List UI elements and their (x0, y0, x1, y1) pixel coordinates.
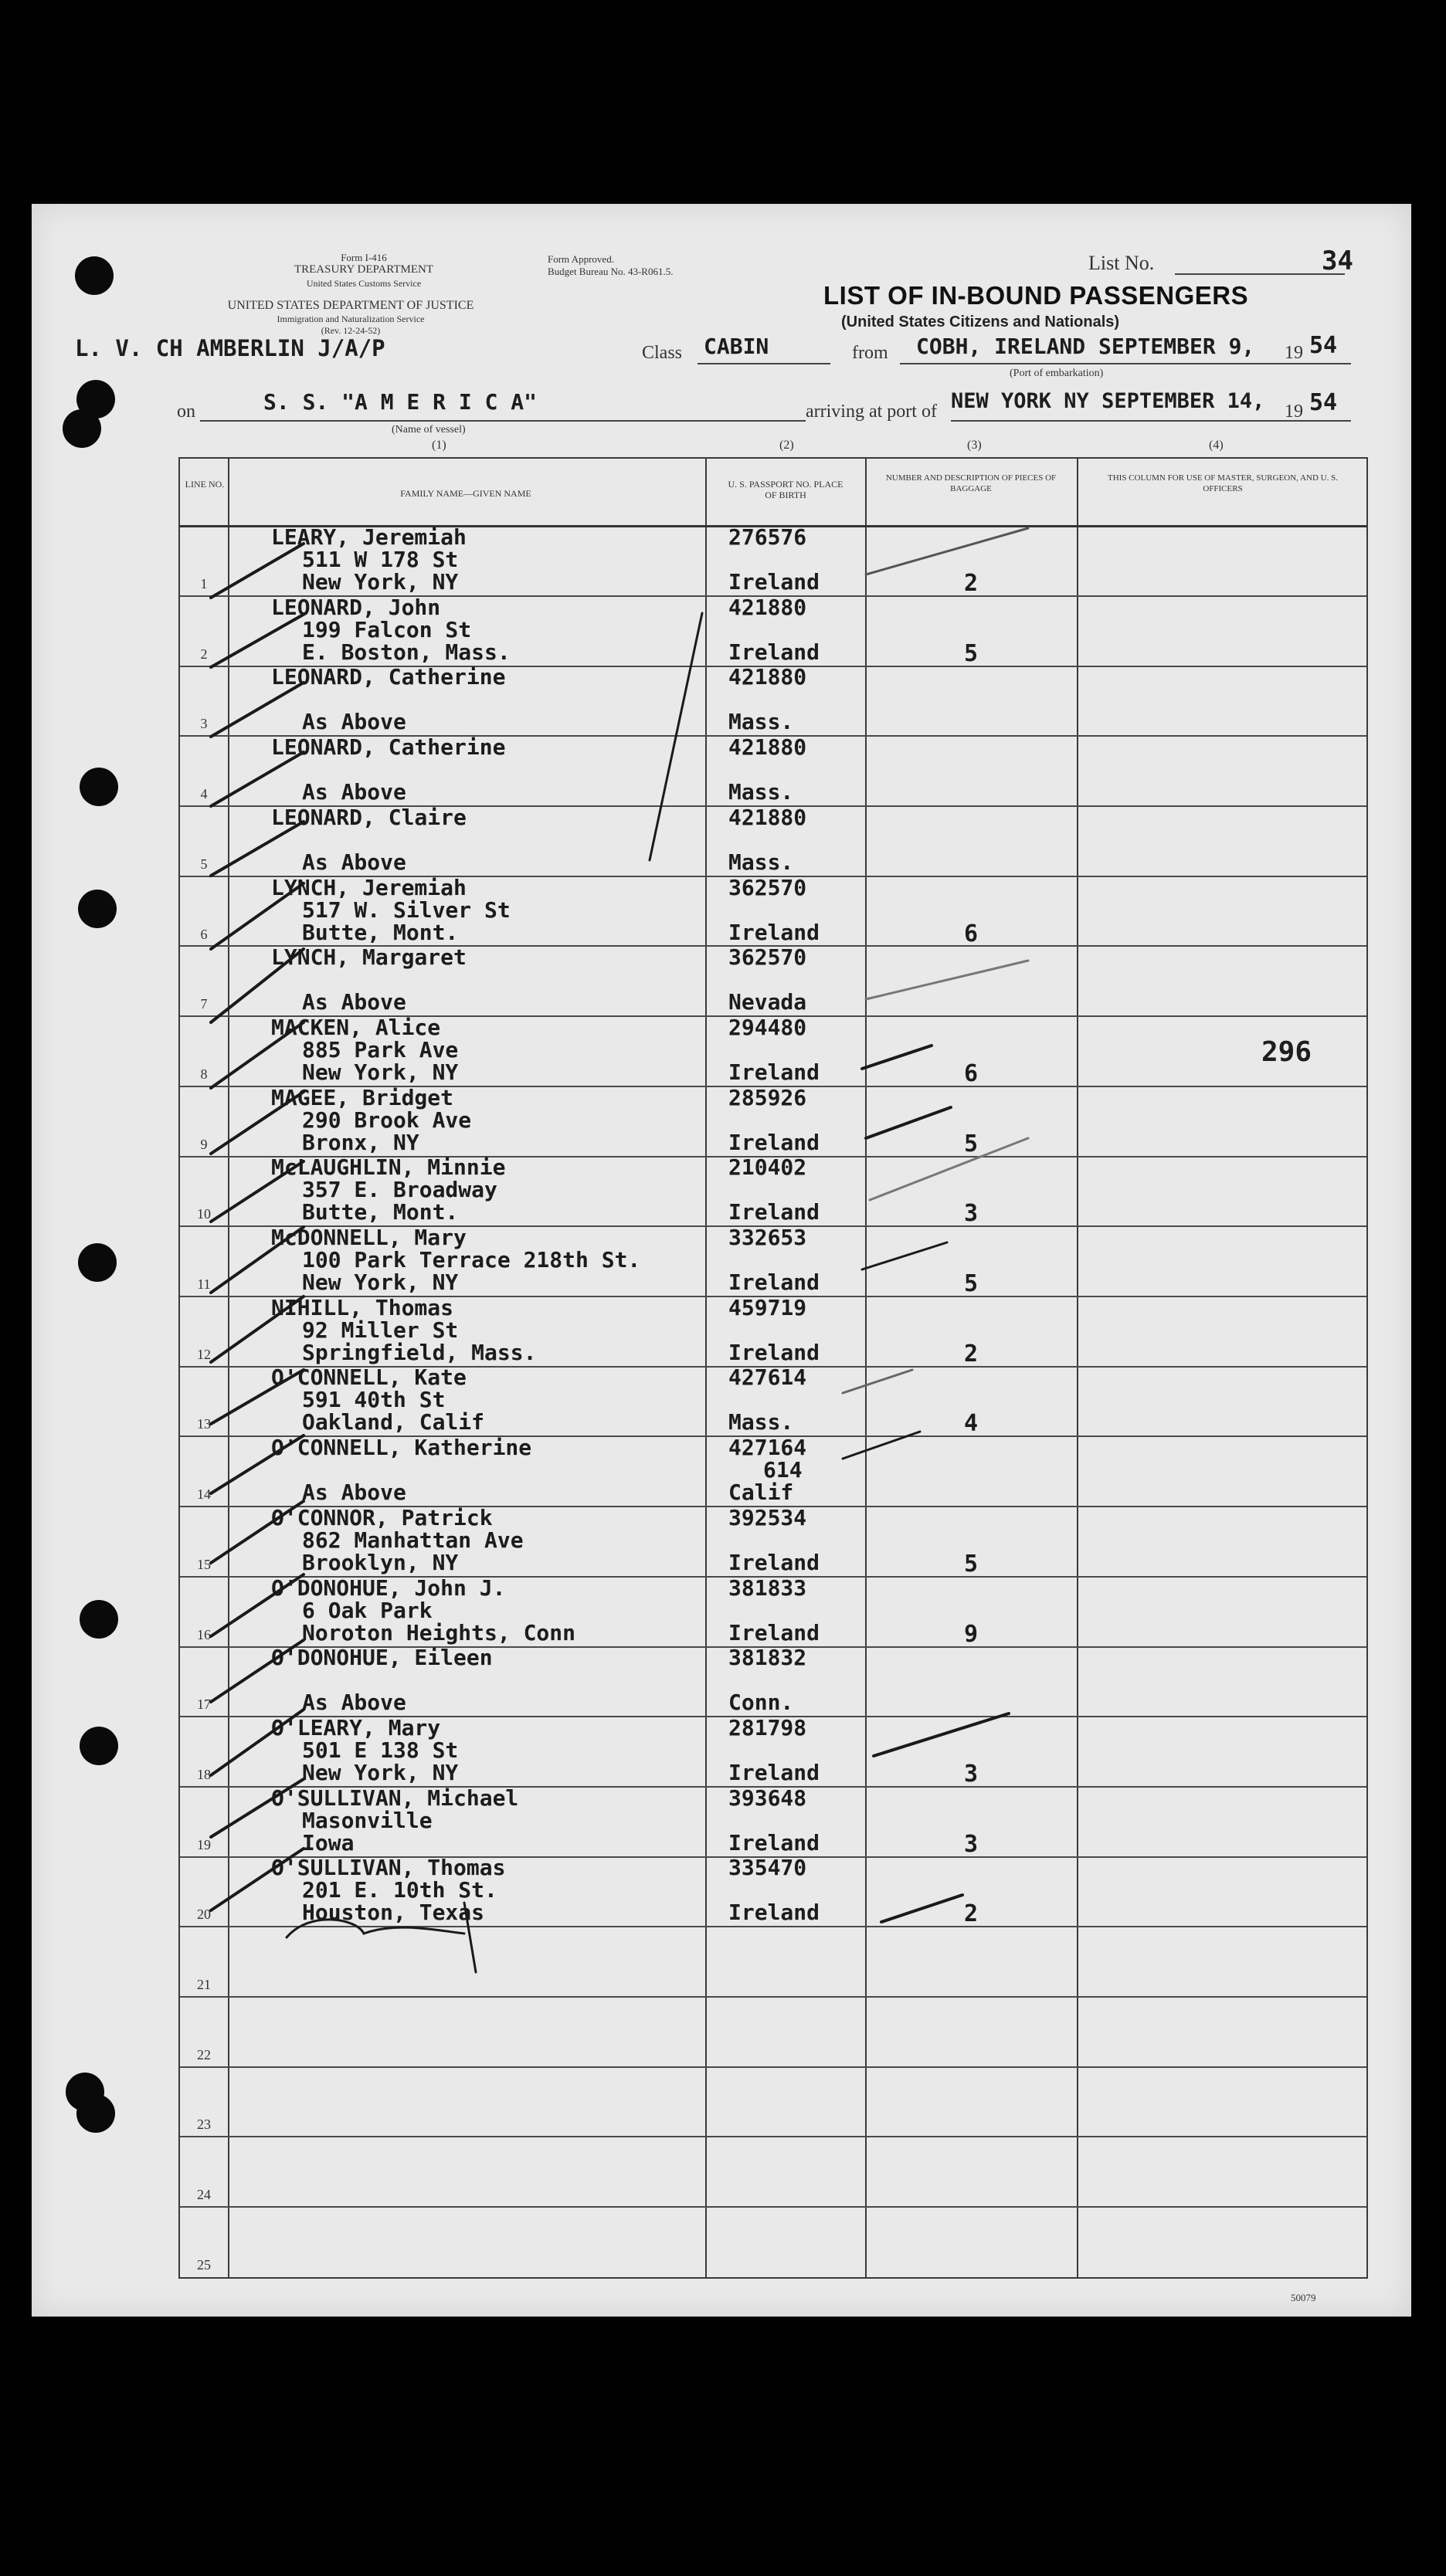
passenger-city: New York, NY (302, 1059, 459, 1085)
passport-number: 427164 (728, 1435, 807, 1461)
passenger-address: 517 W. Silver St (302, 897, 511, 923)
passport-number: 392534 (728, 1504, 807, 1530)
place-of-birth: Nevada (728, 989, 807, 1015)
col-header-officers: THIS COLUMN FOR USE OF MASTER, SURGEON, AND U. S. OFFICERS (1108, 473, 1338, 493)
passenger-city: Butte, Mont. (302, 1199, 459, 1225)
place-of-birth: Ireland (728, 1619, 820, 1646)
from-label: from (852, 343, 888, 363)
passport-number: 335470 (728, 1855, 807, 1881)
line-number: 19 (197, 1836, 211, 1852)
passport-number: 427614 (728, 1364, 807, 1391)
passenger-name: LEONARD, Claire (271, 804, 467, 830)
passport-number: 362570 (728, 874, 807, 900)
punch-hole (80, 768, 118, 806)
passport-number: 381833 (728, 1574, 807, 1601)
punch-hole (80, 1600, 118, 1639)
place-of-birth: Calif (728, 1480, 794, 1506)
passenger-name: LEONARD, John (271, 594, 441, 620)
place-of-birth: Ireland (728, 1199, 820, 1225)
line-number: 7 (200, 996, 208, 1012)
form-number: Form I-416 (341, 252, 387, 263)
place-of-birth: Mass. (728, 849, 794, 875)
document-subtitle: (United States Citizens and Nationals) (841, 314, 1120, 330)
vessel-caption: (Name of vessel) (392, 424, 466, 436)
col-header-passport: U. S. PASSPORT NO. PLACE OF BIRTH (728, 479, 844, 500)
vessel-name: S. S. "A M E R I C A" (263, 389, 538, 415)
passenger-name: MAGEE, Bridget (271, 1084, 454, 1110)
passenger-city: As Above (302, 989, 406, 1015)
baggage-count: 5 (963, 1270, 979, 1297)
place-of-birth: Ireland (728, 1759, 820, 1785)
col-num-1: (1) (432, 439, 446, 452)
line-number: 3 (200, 716, 208, 732)
passenger-city: Butte, Mont. (302, 919, 459, 945)
line-number: 9 (200, 1136, 208, 1152)
passenger-city: As Above (302, 1690, 406, 1716)
baggage-count: 2 (963, 1340, 979, 1368)
class-value: CABIN (704, 334, 769, 359)
line-number: 8 (200, 1066, 208, 1082)
passenger-name: LEONARD, Catherine (271, 664, 506, 690)
passenger-city: New York, NY (302, 569, 459, 595)
place-of-birth: Conn. (728, 1690, 794, 1716)
treasury-dept: TREASURY DEPARTMENT (294, 263, 434, 276)
line-number: 22 (197, 2046, 211, 2062)
baggage-count: 6 (963, 1059, 979, 1087)
col-header-line: LINE NO. (185, 479, 225, 490)
passport-number: 276576 (728, 524, 807, 550)
stamp-number: 296 (1261, 1036, 1312, 1068)
passport-number: 421880 (728, 664, 807, 690)
line-number: 25 (197, 2256, 211, 2273)
place-of-birth: Ireland (728, 1269, 820, 1295)
passenger-city: As Above (302, 779, 406, 805)
revision-date: (Rev. 12-24-52) (321, 325, 381, 336)
baggage-count: 6 (963, 920, 979, 947)
passenger-city: New York, NY (302, 1759, 459, 1785)
passenger-name: LEONARD, Catherine (271, 734, 506, 761)
passport-number: 381832 (728, 1645, 807, 1671)
port-embarkation-caption: (Port of embarkation) (1010, 368, 1104, 379)
passenger-name: LYNCH, Margaret (271, 944, 467, 971)
baggage-count: 3 (963, 1200, 979, 1228)
passenger-name: O'CONNOR, Patrick (271, 1504, 493, 1530)
col-num-3: (3) (967, 439, 982, 452)
class-label: Class (642, 343, 683, 363)
passenger-name: MACKEN, Alice (271, 1014, 441, 1040)
baggage-count: 5 (963, 1550, 979, 1578)
baggage-count: 3 (963, 1830, 979, 1858)
baggage-count: 2 (963, 1900, 979, 1928)
place-of-birth: Ireland (728, 1339, 820, 1365)
line-number: 23 (197, 2117, 211, 2133)
passenger-city: As Above (302, 1480, 406, 1506)
place-of-birth: Ireland (728, 919, 820, 945)
passenger-name: LEARY, Jeremiah (271, 524, 467, 550)
baggage-count: 2 (963, 570, 979, 597)
footer-code: 50079 (1291, 2292, 1316, 2303)
line-number: 15 (197, 1556, 211, 1572)
passenger-city: Oakland, Calif (302, 1409, 485, 1435)
line-number: 2 (200, 646, 208, 662)
line-number: 13 (197, 1416, 211, 1432)
list-number: 34 (1322, 246, 1353, 276)
officer-name: L. V. CH AMBERLIN J/A/P (75, 335, 385, 361)
passenger-address: 6 Oak Park (302, 1597, 433, 1623)
punch-hole (78, 890, 117, 928)
place-of-birth: Ireland (728, 639, 820, 665)
passport-number: 421880 (728, 734, 807, 761)
passenger-name: O'SULLIVAN, Thomas (271, 1855, 506, 1881)
on-label: on (177, 402, 195, 422)
col-header-name: FAMILY NAME—GIVEN NAME (400, 488, 531, 499)
passenger-name: O'DONOHUE, John J. (271, 1574, 506, 1601)
passenger-name: O'CONNELL, Katherine (271, 1435, 532, 1461)
col-num-4: (4) (1209, 439, 1224, 452)
passenger-address: 92 Miller St (302, 1317, 459, 1343)
passenger-table (178, 457, 1368, 2279)
passport-number: 362570 (728, 944, 807, 971)
punch-hole (63, 409, 101, 448)
col-num-2: (2) (779, 439, 794, 452)
passenger-city: As Above (302, 709, 406, 735)
place-of-birth: Mass. (728, 709, 794, 735)
arrival-year: 54 (1309, 389, 1338, 416)
passport-number: 459719 (728, 1294, 807, 1320)
passenger-city: Bronx, NY (302, 1129, 419, 1155)
arriving-label: arriving at port of (806, 402, 937, 422)
passport-number: 285926 (728, 1084, 807, 1110)
place-of-birth: Ireland (728, 1829, 820, 1856)
passenger-city: E. Boston, Mass. (302, 639, 511, 665)
passenger-address: 201 E. 10th St. (302, 1877, 497, 1903)
passenger-name: O'SULLIVAN, Michael (271, 1785, 519, 1811)
passport-number: 210402 (728, 1154, 807, 1181)
passenger-name: McLAUGHLIN, Minnie (271, 1154, 506, 1181)
place-of-birth: Ireland (728, 1059, 820, 1085)
embarkation-year: 54 (1309, 332, 1338, 359)
passenger-city: Noroton Heights, Conn (302, 1619, 576, 1646)
baggage-count: 4 (963, 1410, 979, 1438)
embarkation-port: COBH, IRELAND SEPTEMBER 9, (916, 334, 1255, 359)
passenger-city: Brooklyn, NY (302, 1549, 459, 1575)
passenger-address: 511 W 178 St (302, 547, 459, 572)
ins-service: Immigration and Naturalization Service (277, 314, 425, 324)
line-number: 20 (197, 1907, 211, 1923)
passenger-name: NIHILL, Thomas (271, 1294, 454, 1320)
passenger-address: 100 Park Terrace 218th St. (302, 1247, 641, 1273)
passport-number: 421880 (728, 594, 807, 620)
punch-hole (76, 2094, 115, 2133)
line-number: 16 (197, 1626, 211, 1642)
passenger-address: 290 Brook Ave (302, 1107, 472, 1133)
punch-hole (78, 1243, 117, 1282)
passenger-city: Springfield, Mass. (302, 1339, 537, 1365)
punch-hole (80, 1727, 118, 1765)
passenger-address: 591 40th St (302, 1387, 446, 1413)
passenger-address: 199 Falcon St (302, 616, 472, 642)
baggage-count: 9 (963, 1620, 979, 1648)
passenger-address: 885 Park Ave (302, 1036, 459, 1063)
passenger-name: McDONNELL, Mary (271, 1225, 467, 1250)
passenger-address: Masonville (302, 1807, 433, 1833)
line-number: 24 (197, 2187, 211, 2203)
passport-number-correction: 614 (763, 1457, 803, 1483)
place-of-birth: Ireland (728, 569, 820, 595)
passport-number: 294480 (728, 1014, 807, 1040)
line-number: 4 (200, 786, 208, 802)
baggage-count: 3 (963, 1760, 979, 1788)
place-of-birth: Ireland (728, 1900, 820, 1926)
arrival-port: NEW YORK NY SEPTEMBER 14, (951, 389, 1265, 413)
place-of-birth: Ireland (728, 1129, 820, 1155)
passenger-city: As Above (302, 849, 406, 875)
baggage-count: 5 (963, 639, 979, 667)
line-number: 1 (200, 576, 208, 591)
line-number: 11 (197, 1276, 211, 1292)
passenger-name: O'DONOHUE, Eileen (271, 1645, 493, 1671)
passenger-city: Houston, Texas (302, 1900, 485, 1926)
line-number: 14 (197, 1486, 211, 1503)
form-approved: Form Approved. (548, 253, 614, 265)
line-number: 10 (197, 1206, 211, 1222)
place-of-birth: Mass. (728, 1409, 794, 1435)
passport-number: 421880 (728, 804, 807, 830)
line-number: 12 (197, 1346, 211, 1362)
line-number: 5 (200, 856, 208, 872)
passenger-name: O'CONNELL, Kate (271, 1364, 467, 1391)
passenger-name: O'LEARY, Mary (271, 1714, 441, 1740)
passport-number: 281798 (728, 1714, 807, 1740)
passenger-name: LYNCH, Jeremiah (271, 874, 467, 900)
line-number: 21 (197, 1977, 211, 1992)
place-of-birth: Ireland (728, 1549, 820, 1575)
col-header-baggage: NUMBER AND DESCRIPTION OF PIECES OF BAGGAGE (885, 473, 1057, 493)
baggage-count: 5 (963, 1130, 979, 1158)
budget-bureau: Budget Bureau No. 43-R061.5. (548, 266, 674, 277)
line-number: 17 (197, 1696, 211, 1713)
line-number: 18 (197, 1766, 211, 1782)
document-title: LIST OF IN-BOUND PASSENGERS (823, 281, 1249, 310)
justice-dept: UNITED STATES DEPARTMENT OF JUSTICE (227, 299, 474, 312)
line-number: 6 (200, 926, 208, 942)
year-prefix-2: 19 (1285, 402, 1303, 422)
passenger-city: New York, NY (302, 1269, 459, 1295)
passenger-address: 862 Manhattan Ave (302, 1527, 524, 1553)
passenger-city: Iowa (302, 1829, 355, 1856)
customs-service: United States Customs Service (306, 278, 422, 289)
year-prefix: 19 (1285, 343, 1303, 363)
punch-hole (75, 256, 114, 295)
document-page (32, 204, 1411, 2317)
passport-number: 393648 (728, 1785, 807, 1811)
passenger-address: 357 E. Broadway (302, 1177, 497, 1203)
passenger-address: 501 E 138 St (302, 1737, 459, 1763)
place-of-birth: Mass. (728, 779, 794, 805)
list-no-label: List No. (1088, 252, 1155, 274)
passport-number: 332653 (728, 1225, 807, 1250)
